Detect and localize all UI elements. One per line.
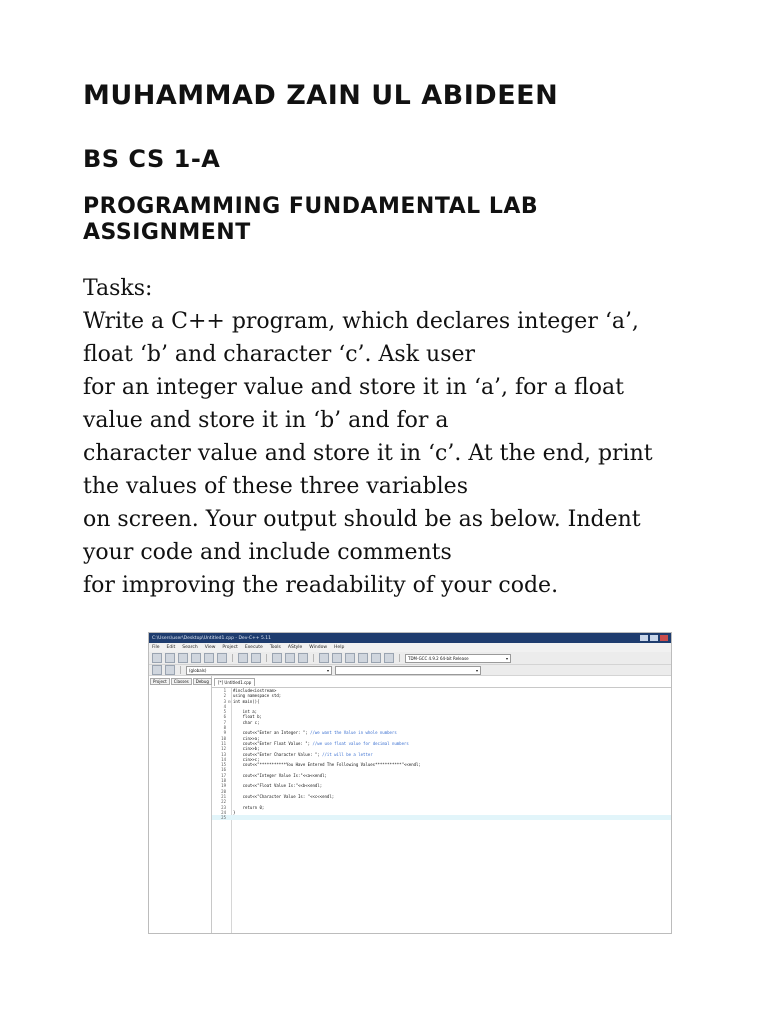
line-number: 25 [221,815,226,821]
menu-file[interactable]: File [152,645,160,650]
code-comment: //we want the Value in whole numbers [310,730,397,736]
line-number: 5 [223,709,226,715]
code-statement: int main(){ [233,698,260,704]
code-statement: cin>>b; [233,746,260,752]
menu-astyle[interactable]: AStyle [287,645,303,650]
line-number: 1 [223,688,226,693]
ide-titlebar [149,633,671,643]
scope-select-value: (globals) [189,667,207,673]
run-icon[interactable] [332,653,342,663]
task-line: the values of these three variables [83,474,468,499]
compile-run-icon[interactable] [345,653,355,663]
minimize-icon[interactable] [640,635,648,641]
code-statement: cout<<"Integer Value Is:"<<a<<endl; [233,772,327,778]
new-class-icon[interactable] [152,665,162,675]
code-statement: cout<<"Enter Float Value: "; [233,740,313,746]
ide-toolbar [149,652,671,665]
menu-tools[interactable]: Tools [269,645,281,650]
task-line: value and store it in ‘b’ and for a [83,408,449,433]
line-number: 7 [223,719,226,725]
line-number: 12 [221,746,226,752]
line-number: 13 [221,751,226,757]
menu-edit[interactable]: Edit [166,645,176,650]
compiler-select[interactable] [405,654,511,663]
task-line: your code and include comments [83,540,452,565]
rebuild-icon[interactable] [358,653,368,663]
tasks-label: Tasks: [83,276,153,301]
code-comment: //it will be a letter [322,751,373,757]
line-number: 18 [221,778,226,784]
line-number: 24 [221,809,226,815]
editor-area[interactable] [212,687,671,933]
line-number: 19 [221,783,226,789]
redo-icon[interactable] [251,653,261,663]
code-statement: cout<<"Float Value Is:"<<b<<endl; [233,783,323,789]
code-statement: cout<<"Enter an Integer: "; [233,730,311,736]
line-number: 17 [221,772,226,778]
code-statement: return 0; [233,804,265,810]
close-file-icon[interactable] [204,653,214,663]
code-statement: int a; [233,709,258,715]
task-line: for improving the readability of your code. [83,573,559,598]
line-number: 9 [223,730,226,736]
line-number: 23 [221,804,226,810]
document-body [83,78,723,602]
new-file-icon[interactable] [152,653,162,663]
symbol-select[interactable] [335,666,481,675]
panel-tabs [149,676,211,687]
scope-select[interactable] [186,666,332,675]
save-all-icon[interactable] [191,653,201,663]
line-number: 16 [221,767,226,773]
ide-body [149,676,671,933]
save-icon[interactable] [178,653,188,663]
debug-icon[interactable] [371,653,381,663]
window-controls [640,635,668,641]
code-statement: cin>>c; [233,756,260,762]
line-number: 11 [221,740,226,746]
bookmark-icon[interactable] [165,665,175,675]
menu-execute[interactable]: Execute [244,645,263,650]
line-number: 14 [221,756,226,762]
line-number: 20 [221,788,226,794]
line-number: 22 [221,799,226,805]
line-number: 21 [221,793,226,799]
chevron-down-icon: ▾ [326,667,329,673]
code-statement: char c; [233,719,260,725]
ide-screenshot [148,632,672,934]
ide-toolbar-secondary [149,665,671,676]
code-statement: cin>>a; [233,735,260,741]
line-number: 10 [221,735,226,741]
task-line: character value and store it in ‘c’. At the end, print [83,441,653,466]
tab-project[interactable]: Project [150,678,170,685]
code-comment: //we use float value for decimal numbers [312,740,409,746]
project-panel [149,676,212,933]
fold-icon[interactable]: ⊟ [228,698,231,704]
maximize-icon[interactable] [650,635,658,641]
menu-view[interactable]: View [204,645,216,650]
student-name: MUHAMMAD ZAIN UL ABIDEEN [83,80,559,111]
separator-rule: ____________________________________________ [83,246,567,266]
task-line: float ‘b’ and character ‘c’. Ask user [83,342,476,367]
code-statement: } [233,809,236,815]
compiler-select-value: TDM-GCC 4.9.2 64-bit Release [408,655,469,661]
class-section: BS CS 1-A [83,145,221,173]
task-line: for an integer value and store it in ‘a’, for a float [83,375,624,400]
ide-title: C:\Users\user\Desktop\Untitled1.cpp - Dev-C++ 5.11 [152,635,271,641]
code-statement: cout<<"Enter Character Value: "; [233,751,323,757]
print-icon[interactable] [217,653,227,663]
chevron-down-icon: ▾ [505,655,508,661]
goto-icon[interactable] [298,653,308,663]
code-line [212,815,671,820]
ide-menubar [149,643,671,652]
stop-icon[interactable] [384,653,394,663]
code-statement: using namespace std; [233,693,282,699]
menu-help[interactable]: Help [334,645,345,650]
code-statement: float b; [233,714,262,720]
compile-icon[interactable] [319,653,329,663]
tab-debug[interactable]: Debug [193,678,212,685]
undo-icon[interactable] [238,653,248,663]
code-statement: cout<<"Character Value Is: "<<c<<endl; [233,793,335,799]
chevron-down-icon: ▾ [475,667,478,673]
code-statement: cout<<"***********You Have Entered The Following Values***********"<<endl; [233,762,421,768]
task-line: on screen. Your output should be as below. Indent [83,507,641,532]
line-number: 15 [221,762,226,768]
line-number: 4 [223,703,226,709]
tab-untitled1[interactable]: [*] Untitled1.cpp [214,678,255,686]
tab-classes[interactable]: Classes [171,678,192,685]
menu-project[interactable]: Project [222,645,238,650]
assignment-title: PROGRAMMING FUNDAMENTAL LAB ASSIGNMENT [83,194,539,245]
menu-window[interactable]: Window [309,645,328,650]
task-line: Write a C++ program, which declares integer ‘a’, [83,309,639,334]
line-number: 3 [223,698,226,704]
replace-icon[interactable] [285,653,295,663]
line-number: 8 [223,725,226,731]
open-file-icon[interactable] [165,653,175,663]
code-statement: #include<iostream> [233,688,277,693]
line-number: 6 [223,714,226,720]
line-number: 2 [223,693,226,699]
close-icon[interactable] [660,635,668,641]
menu-search[interactable]: Search [182,645,198,650]
task-description [83,305,723,602]
find-icon[interactable] [272,653,282,663]
code-editor [212,676,671,933]
